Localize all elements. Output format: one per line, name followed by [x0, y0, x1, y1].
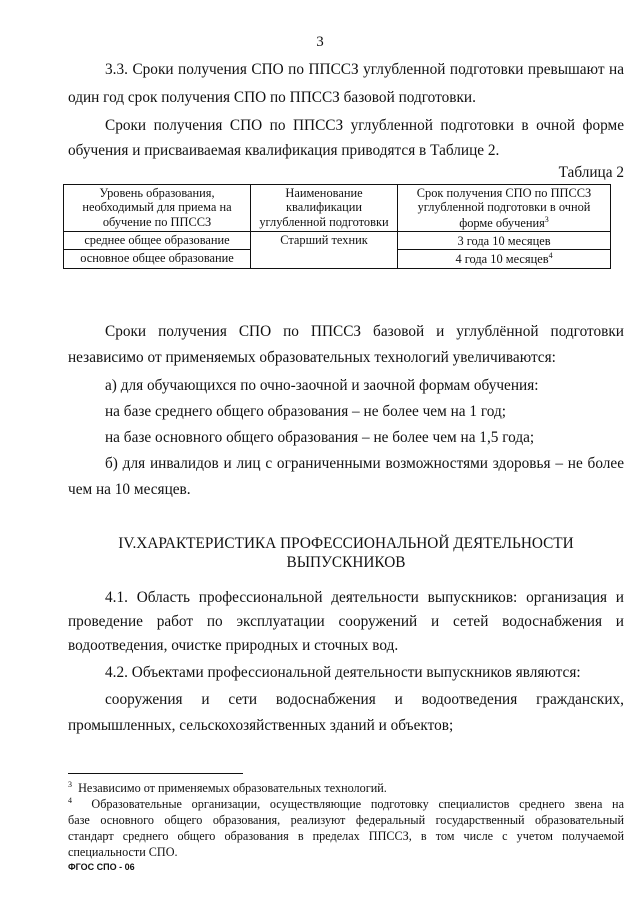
footnote-separator	[68, 773, 243, 774]
footnote-4	[68, 793, 624, 860]
para-3-3-line-1: 3.3. Сроки получения СПО по ППССЗ углубленной подготовки превышают на	[105, 61, 624, 78]
section-heading-line-2: ВЫПУСКНИКОВ	[286, 554, 406, 571]
footnote-text: Независимо от применяемых образовательных технологий.	[78, 781, 387, 796]
para-4-2-line-1: 4.2. Объектами профессиональной деятельности выпускников являются:	[105, 664, 581, 681]
footnote-ref: 4	[548, 251, 553, 261]
footnote-mark: 4	[68, 796, 72, 805]
footnote-ref: 3	[544, 214, 549, 224]
table-cell-term-text: 4 года 10 месяцев	[455, 252, 549, 267]
para-terms-line-1: Сроки получения СПО по ППССЗ базовой и углублённой подготовки	[105, 323, 624, 340]
footnote-text: специальности СПО.	[68, 845, 178, 860]
qualification-table	[63, 184, 611, 269]
table-row	[64, 231, 611, 249]
table-cell-qualification: Старший техник	[251, 231, 398, 268]
table-cell-term	[398, 231, 611, 249]
table-cell-term	[398, 250, 611, 268]
table-cell-term-text: 3 года 10 месяцев	[457, 234, 551, 249]
table-header-cell: Уровень образования, необходимый для приема на обучение по ППССЗ	[64, 185, 251, 232]
document-footer: ФГОС СПО - 06	[68, 862, 135, 872]
footnote-text: Образовательные организации, осуществляющие подготовку специалистов среднего звена на	[91, 797, 624, 812]
para-4-1-line-2: проведение работ по эксплуатации сооружений и сетей водоснабжения и	[68, 613, 624, 630]
para-4-1-line-1: 4.1. Область профессиональной деятельности выпускников: организация и	[105, 589, 624, 606]
para-terms-item-b-line-1: б) для инвалидов и лиц с ограниченными возможностями здоровья – не более	[105, 455, 624, 472]
para-table-intro-line-2: обучения и присваиваемая квалификация приводятся в Таблице 2.	[68, 142, 500, 159]
table-header-cell	[398, 185, 611, 232]
para-terms-item-a2: на базе основного общего образования – не более чем на 1,5 года;	[105, 429, 535, 446]
para-terms-item-a: а) для обучающихся по очно-заочной и заочной формам обучения:	[105, 377, 539, 394]
para-terms-line-2: независимо от применяемых образовательных технологий увеличиваются:	[68, 349, 556, 366]
footnote-text: базе основного общего образования, реализуют федеральный государственный образовательный	[68, 813, 624, 828]
para-3-3-line-2: один год срок получения СПО по ППССЗ базовой подготовки.	[68, 89, 476, 106]
table-header-row	[64, 185, 611, 232]
footnote-mark: 3	[68, 780, 72, 789]
table-caption: Таблица 2	[558, 164, 624, 181]
page-number: 3	[316, 34, 324, 50]
table-cell-level: основное общее образование	[64, 250, 251, 268]
para-4-2-line-3: промышленных, сельскохозяйственных зданий и объектов;	[68, 717, 454, 734]
table-header-text: Срок получения СПО по ППССЗ углубленной подготовки в очной форме обучения	[416, 186, 592, 230]
para-terms-item-a1: на базе среднего общего образования – не более чем на 1 год;	[105, 403, 506, 420]
para-table-intro-line-1: Сроки получения СПО по ППССЗ углубленной подготовки в очной форме	[105, 117, 624, 134]
table-header-cell: Наименование квалификации углубленной подготовки	[251, 185, 398, 232]
section-heading-line-1: IV.ХАРАКТЕРИСТИКА ПРОФЕССИОНАЛЬНОЙ ДЕЯТЕЛЬНОСТИ	[118, 535, 574, 552]
table-cell-level: среднее общее образование	[64, 231, 251, 249]
para-4-2-line-2: сооружения и сети водоснабжения и водоотведения гражданских,	[105, 691, 624, 708]
para-terms-item-b-line-2: чем на 10 месяцев.	[68, 481, 191, 498]
footnote-text: стандарт среднего общего образования в пределах ППССЗ, в том числе с учетом получаемой	[68, 829, 624, 844]
section-heading	[68, 534, 624, 572]
para-4-1-line-3: водоотведения, очистке природных и сточных вод.	[68, 637, 399, 654]
